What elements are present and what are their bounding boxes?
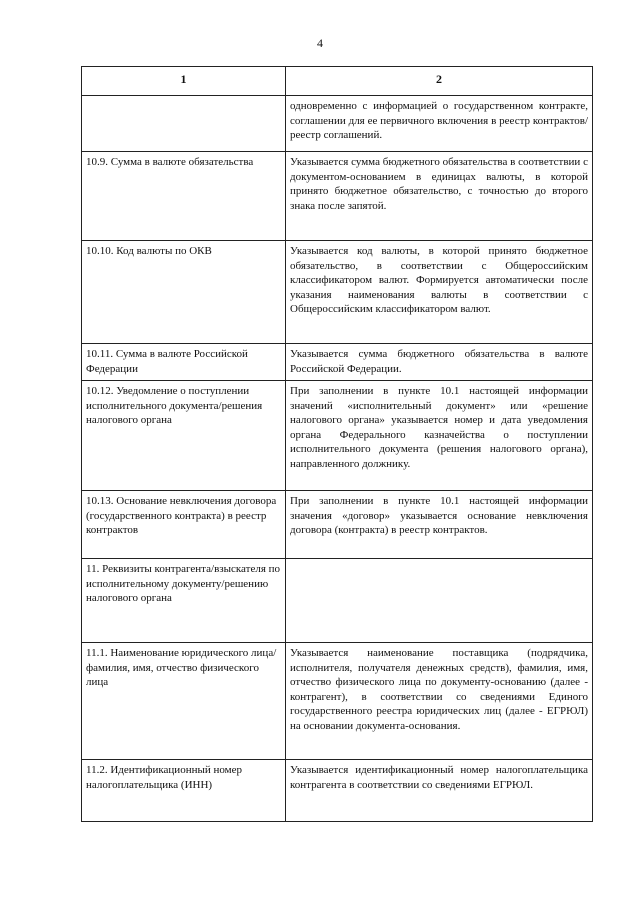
column-header-1: 1 [82,67,286,96]
table-header-row [82,67,593,96]
row-description: Указывается идентификационный номер налогоплательщика контрагента в соответствии со сведениями ЕГРЮЛ. [286,760,593,822]
table-row [82,559,593,643]
row-label: 11.2. Идентификационный номер налогоплательщика (ИНН) [82,760,286,822]
row-label: 10.12. Уведомление о поступлении исполнительного документа/решения налогового органа [82,381,286,491]
row-label: 10.11. Сумма в валюте Российской Федерации [82,344,286,381]
row-description: Указывается наименование поставщика (подрядчика, исполнителя, получателя денежных средств), фамилия, имя, отчество физического лица по документу-основанию (далее - контрагент), в соответствии со сведениями Единого государственного реестра юридических лиц (далее - ЕГРЮЛ) на основании документа-основания. [286,643,593,760]
table-row [82,643,593,760]
table-row [82,381,593,491]
table-row [82,241,593,344]
table-row [82,96,593,152]
table-row [82,491,593,559]
table-row [82,344,593,381]
page-number: 4 [317,36,323,50]
row-description: При заполнении в пункте 10.1 настоящей информации значения «договор» указывается основание невключения договора (контракта) в реестр контрактов. [286,491,593,559]
table-row [82,152,593,241]
row-label: 10.13. Основание невключения договора (государственного контракта) в реестр контрактов [82,491,286,559]
row-description: одновременно с информацией о государственном контракте, соглашении для ее первичного включения в реестр контрактов/реестр соглашений. [286,96,593,152]
row-label: 10.9. Сумма в валюте обязательства [82,152,286,241]
row-description: Указывается сумма бюджетного обязательства в соответствии с документом-основанием в единицах валюты, в которой принято бюджетное обязательство, с точностью до второго знака после запятой. [286,152,593,241]
row-description: Указывается сумма бюджетного обязательства в валюте Российской Федерации. [286,344,593,381]
column-header-2: 2 [286,67,593,96]
row-label: 10.10. Код валюты по ОКВ [82,241,286,344]
table-row [82,760,593,822]
row-description: Указывается код валюты, в которой принято бюджетное обязательство, в соответствии с Общероссийским классификатором валют. Формируется автоматически после указания наименования валюты в соответствии с Общероссийским классификатором валют. [286,241,593,344]
row-description: При заполнении в пункте 10.1 настоящей информации значений «исполнительный документ» или «решение налогового органа» указывается номер и дата уведомления органа Федерального казначейства о поступлении исполнительного документа (решения налогового органа), направленного должнику. [286,381,593,491]
row-label: 11. Реквизиты контрагента/взыскателя по исполнительному документу/решению налогового органа [82,559,286,643]
row-description [286,559,593,643]
requirements-table [81,66,593,822]
row-label: 11.1. Наименование юридического лица/фамилия, имя, отчество физического лица [82,643,286,760]
row-label [82,96,286,152]
